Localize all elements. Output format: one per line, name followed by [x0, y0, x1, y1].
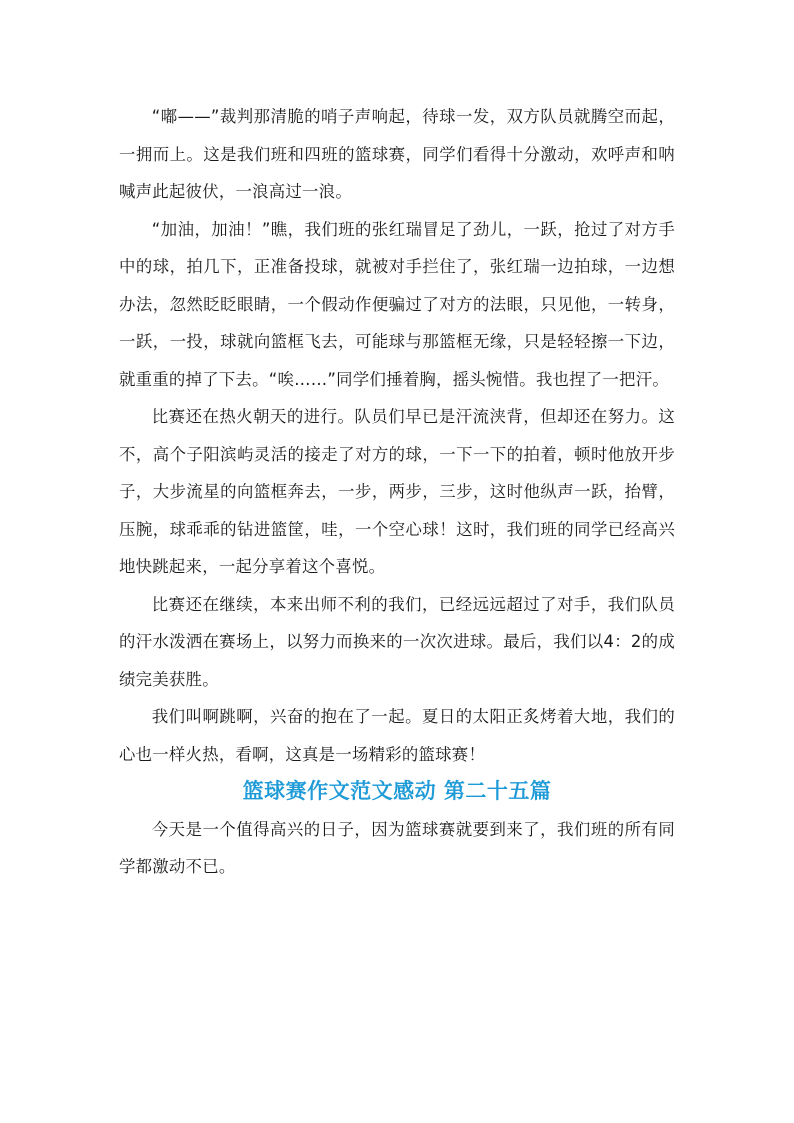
paragraph-yang-binyu: 比赛还在热火朝天的进行。队员们早已是汗流浃背，但却还在努力。这不，高个子阳滨屿灵活的接走了对方的球，一下一下的拍着，顿时他放开步子，大步流星的向篮框奔去，一步，两步，三步，这时他纵声一跃，抬臂，压腕，球乖乖的钻进篮筐，哇，一个空心球！这时，我们班的同学已经高兴地快跳起来，一起分享着这个喜悦。	[119, 407, 675, 576]
document-body	[119, 98, 675, 886]
paragraph-final-score: 比赛还在继续，本来出师不利的我们，已经远远超过了对手，我们队员的汗水泼洒在赛场上，以努力而换来的一次次进球。最后，我们以4：2的成绩完美获胜。	[119, 594, 675, 689]
section-heading: 篮球赛作文范文感动 第二十五篇	[242, 779, 552, 803]
paragraph-new-essay-intro: 今天是一个值得高兴的日子，因为篮球赛就要到来了，我们班的所有同学都激动不已。	[119, 819, 675, 876]
paragraph-celebration: 我们叫啊跳啊，兴奋的抱在了一起。夏日的太阳正炙烤着大地，我们的心也一样火热，看啊，这真是一场精彩的篮球赛！	[119, 707, 675, 764]
paragraph-zhang-hongrui: “加油，加油！”瞧，我们班的张红瑞冒足了劲儿，一跃，抢过了对方手中的球，拍几下，正准备投球，就被对手拦住了，张红瑞一边拍球，一边想办法，忽然眨眨眼睛，一个假动作便骗过了对方的法眼，只见他，一转身，一跃，一投，球就向篮框飞去，可能球与那篮框无缘，只是轻轻擦一下边，就重重的掉了下去。“唉……”同学们捶着胸，摇头惋惜。我也捏了一把汗。	[119, 219, 675, 389]
paragraph-whistle-start: “嘟——”裁判那清脆的哨子声响起，待球一发，双方队员就腾空而起，一拥而上。这是我们班和四班的篮球赛，同学们看得十分激动，欢呼声和呐喊声此起彼伏，一浪高过一浪。	[119, 107, 675, 201]
